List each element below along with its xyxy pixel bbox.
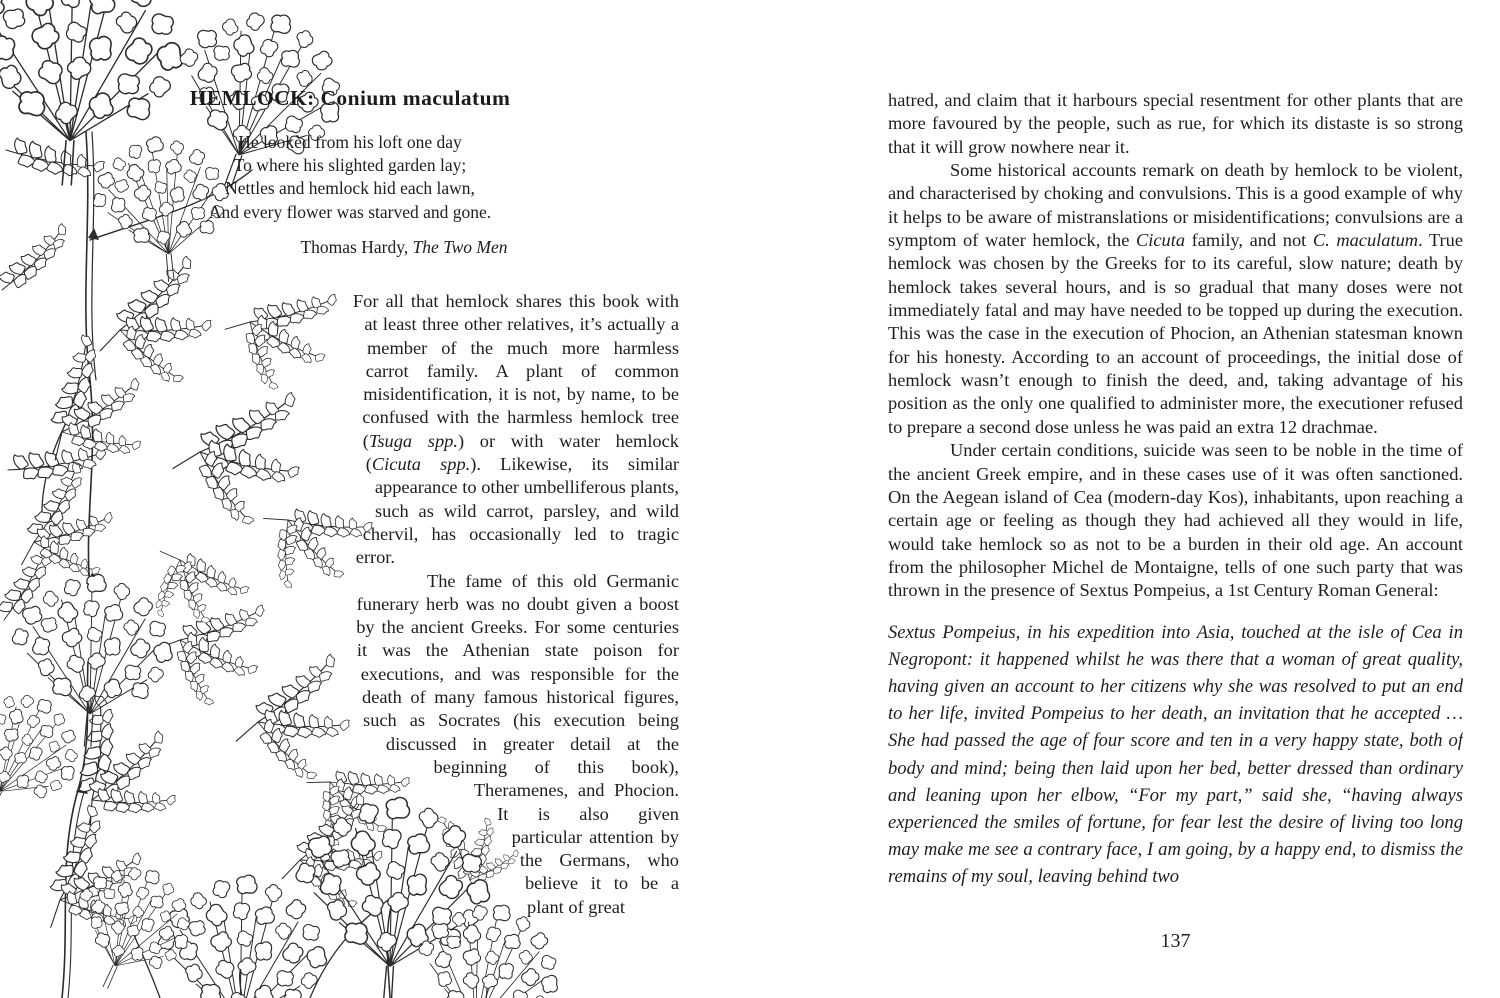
left-page-body	[330, 290, 679, 935]
paragraph: Some historical accounts remark on death by hemlock to be violent, and characterised by choking and convulsions. This is a good example of why it helps to be aware of mistranslations or misidentifications; convulsions are a symptom of water hemlock, the Cicuta family, and not C. maculatum. True hemlock was chosen by the Greeks for to its careful, slow nature; death by hemlock takes several hours, and is so gradual that many doses were not immediately fatal and may have needed to be topped up during the execution. This was the case in the execution of Phocion, an Athenian statesman known for his honesty. According to an account of proceedings, the initial dose of hemlock wasn’t enough to finish the deed, and, taking advantage of his position as the only one qualified to administer more, the executioner refused to prepare a second dose unless he was paid an extra 12 drachmae.	[888, 160, 1463, 437]
poem-line: Nettles and hemlock hid each lawn,	[225, 178, 475, 199]
block-quote: Sextus Pompeius, in his expedition into Asia, touched at the isle of Cea in Negropont: it happened whilst he was there that a woman of great quality, having given an account to her citizens why she was resolved to put an end to her life, invited Pompeius to her death, an invitation that he accepted … She had passed the age of four score and ten in a very happy state, both of body and mind; being then laid upon her bed, better dressed than ordinary and leaning upon her elbow, “For my part,” said she, “having always experienced the smiles of fortune, for fear lest the desire of living too long may make me see a contrary face, I am going, by a happy end, to dismiss the remains of my soul, leaving behind two	[888, 621, 1463, 888]
page-number: 137	[1160, 930, 1191, 952]
poem	[140, 131, 560, 224]
poem-line: And every flower was starved and gone.	[208, 201, 492, 222]
right-page	[888, 89, 1463, 891]
page-title: HEMLOCK: Conium maculatum	[189, 86, 511, 110]
poem-line: He lookèd from his loft one day	[238, 132, 462, 152]
paragraph: hatred, and claim that it harbours special resentment for other plants that are more favoured by the people, such as rue, for which its distaste is so strong that it will grow nowhere near it.	[888, 90, 1463, 157]
poem-line: To where his slighted garden lay;	[233, 155, 467, 176]
paragraph: Under certain conditions, suicide was seen to be noble in the time of the ancient Greek empire, and in these cases use of it was often sanctioned. On the Aegean island of Cea (modern-day Kos), inhabitants, upon reaching a certain age or feeling as though they had achieved all they would in life, would take hemlock so as not to be a burden in their old age. An account from the philosopher Michel de Montaigne, tells of one such party that was thrown in the presence of Sextus Pompeius, a 1st Century Roman General:	[888, 440, 1463, 601]
paragraph: The fame of this old Germanic funerary herb was no doubt given a boost by the ancient Greeks. For some centuries it was the Athenian state poison for executions, and was responsible for the death of many famous historical figures, such as Socrates (his execution being discussed in greater detail at the beginning of this book), Theramenes, and Phocion. It is also given particular attention by the Germans, who believe it to be a plant of great	[356, 570, 679, 917]
poem-attribution: Thomas Hardy, The Two Men	[300, 236, 508, 257]
paragraph: For all that hemlock shares this book with at least three other relatives, it’s actually a member of the much more harmless carrot family. A plant of common misidentification, it is not, by name, to be confused with the harmless hemlock tree (Tsuga spp.) or with water hemlock (Cicuta spp.). Likewise, its similar appearance to other umbelliferous plants, such as wild carrot, parsley, and wild chervil, has occasionally led to tragic error.	[352, 291, 679, 568]
left-page-header	[140, 86, 560, 258]
